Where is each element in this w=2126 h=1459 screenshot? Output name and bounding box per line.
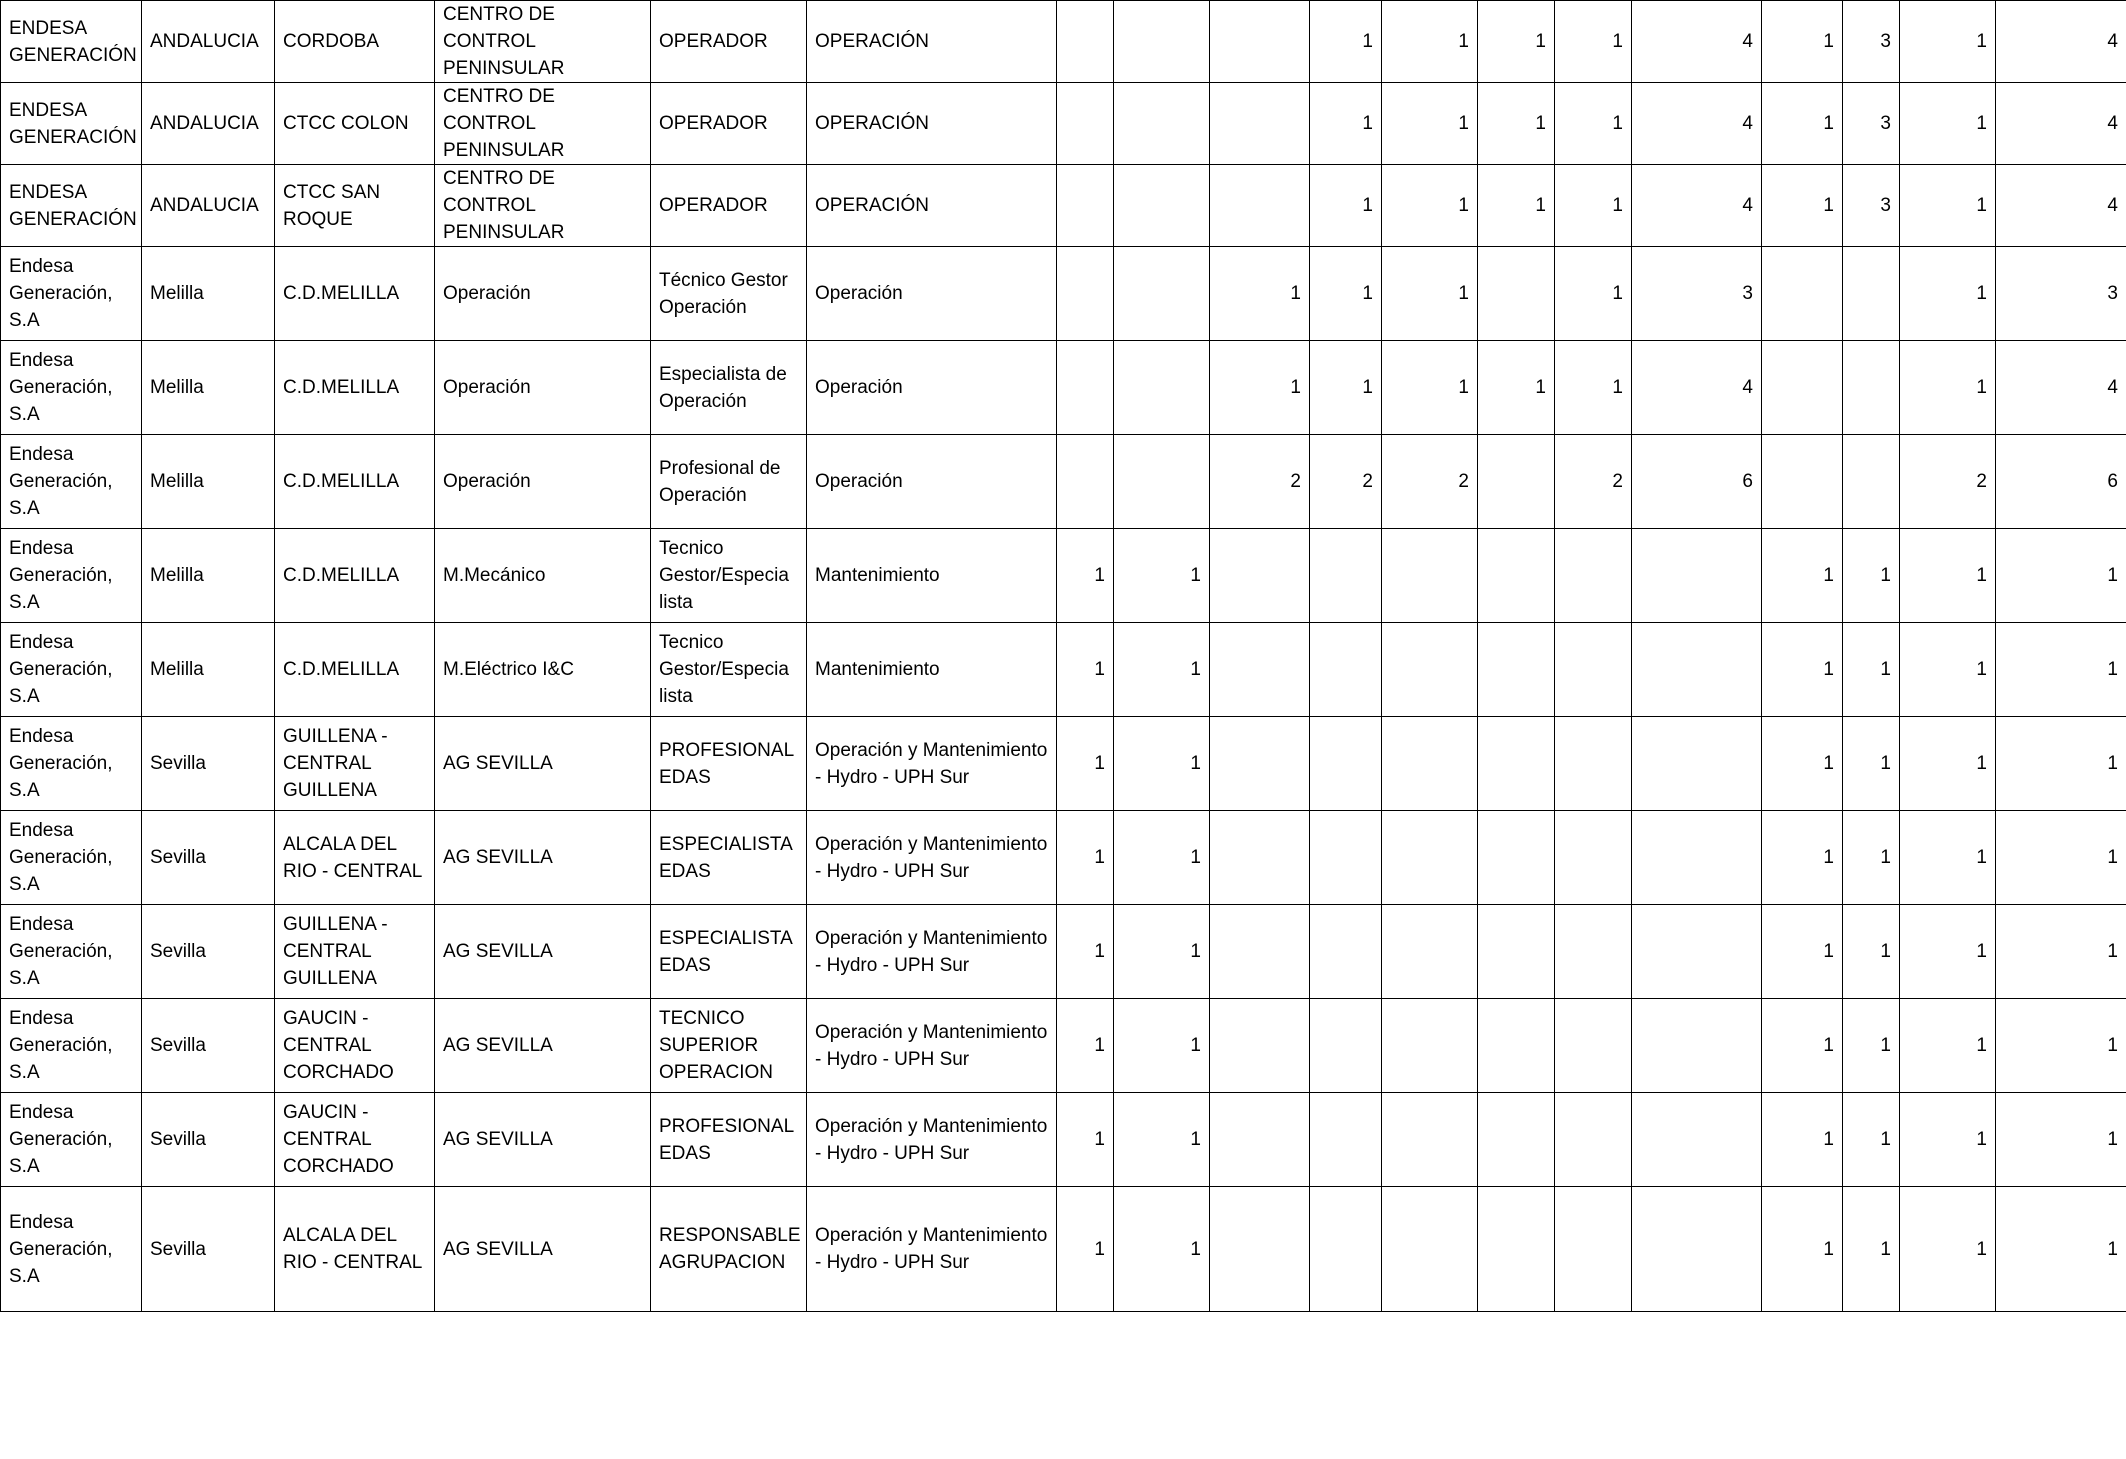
area-cell: Mantenimiento <box>807 529 1057 623</box>
count-cell-c4: 1 <box>1310 165 1382 247</box>
site-cell: GAUCIN - CENTRAL CORCHADO <box>275 999 435 1093</box>
table-row <box>1 623 2126 717</box>
total-cell: 6 <box>1996 435 2126 529</box>
count-cell-c5: 1 <box>1382 247 1478 341</box>
count-cell-c8 <box>1632 811 1762 905</box>
area-cell: Mantenimiento <box>807 623 1057 717</box>
table-row <box>1 717 2126 811</box>
total-cell: 1 <box>1996 529 2126 623</box>
area-cell: Operación <box>807 247 1057 341</box>
count-cell-c5 <box>1382 999 1478 1093</box>
count-cell-c2 <box>1114 435 1210 529</box>
table-row <box>1 811 2126 905</box>
count-cell-c3 <box>1210 1187 1310 1312</box>
count-cell-c8: 3 <box>1632 247 1762 341</box>
count-cell-c6 <box>1478 623 1555 717</box>
table-row <box>1 529 2126 623</box>
count-cell-c11: 1 <box>1900 999 1996 1093</box>
position-cell: Tecnico Gestor/Especia lista <box>651 623 807 717</box>
count-cell-c5 <box>1382 905 1478 999</box>
count-cell-c2: 1 <box>1114 529 1210 623</box>
count-cell-c2: 1 <box>1114 905 1210 999</box>
table-row <box>1 1093 2126 1187</box>
count-cell-c3: 1 <box>1210 247 1310 341</box>
count-cell-c10 <box>1843 247 1900 341</box>
count-cell-c2: 1 <box>1114 1093 1210 1187</box>
total-cell: 1 <box>1996 999 2126 1093</box>
area-cell: OPERACIÓN <box>807 1 1057 83</box>
company-cell: Endesa Generación, S.A <box>1 999 142 1093</box>
count-cell-c11: 1 <box>1900 1093 1996 1187</box>
count-cell-c4 <box>1310 999 1382 1093</box>
site-cell: C.D.MELILLA <box>275 247 435 341</box>
count-cell-c11: 1 <box>1900 1 1996 83</box>
total-cell: 1 <box>1996 811 2126 905</box>
area-cell: OPERACIÓN <box>807 83 1057 165</box>
unit-cell: CENTRO DE CONTROL PENINSULAR <box>435 83 651 165</box>
company-cell: Endesa Generación, S.A <box>1 1187 142 1312</box>
count-cell-c9: 1 <box>1762 529 1843 623</box>
count-cell-c7 <box>1555 529 1632 623</box>
site-cell: GUILLENA - CENTRAL GUILLENA <box>275 905 435 999</box>
count-cell-c3 <box>1210 83 1310 165</box>
unit-cell: AG SEVILLA <box>435 717 651 811</box>
company-cell: Endesa Generación, S.A <box>1 623 142 717</box>
count-cell-c10: 3 <box>1843 1 1900 83</box>
count-cell-c10: 3 <box>1843 165 1900 247</box>
count-cell-c1 <box>1057 165 1114 247</box>
count-cell-c11: 1 <box>1900 529 1996 623</box>
company-cell: Endesa Generación, S.A <box>1 1093 142 1187</box>
count-cell-c5: 1 <box>1382 1 1478 83</box>
count-cell-c6: 1 <box>1478 165 1555 247</box>
count-cell-c4 <box>1310 529 1382 623</box>
count-cell-c5 <box>1382 1187 1478 1312</box>
count-cell-c5: 1 <box>1382 83 1478 165</box>
count-cell-c8: 4 <box>1632 341 1762 435</box>
site-cell: GAUCIN - CENTRAL CORCHADO <box>275 1093 435 1187</box>
count-cell-c9: 1 <box>1762 83 1843 165</box>
position-cell: Especialista de Operación <box>651 341 807 435</box>
count-cell-c6 <box>1478 529 1555 623</box>
count-cell-c5 <box>1382 623 1478 717</box>
count-cell-c9 <box>1762 341 1843 435</box>
count-cell-c5: 1 <box>1382 165 1478 247</box>
area-cell: Operación y Mantenimiento - Hydro - UPH Sur <box>807 717 1057 811</box>
count-cell-c5 <box>1382 811 1478 905</box>
company-cell: Endesa Generación, S.A <box>1 811 142 905</box>
count-cell-c1: 1 <box>1057 1093 1114 1187</box>
count-cell-c2: 1 <box>1114 999 1210 1093</box>
position-cell: OPERADOR <box>651 165 807 247</box>
count-cell-c7 <box>1555 623 1632 717</box>
count-cell-c9: 1 <box>1762 1 1843 83</box>
count-cell-c7 <box>1555 717 1632 811</box>
company-cell: Endesa Generación, S.A <box>1 529 142 623</box>
region-cell: Sevilla <box>142 1187 275 1312</box>
count-cell-c3 <box>1210 623 1310 717</box>
count-cell-c4: 1 <box>1310 247 1382 341</box>
count-cell-c1 <box>1057 435 1114 529</box>
count-cell-c8 <box>1632 623 1762 717</box>
count-cell-c7: 1 <box>1555 83 1632 165</box>
count-cell-c6 <box>1478 999 1555 1093</box>
count-cell-c10: 1 <box>1843 623 1900 717</box>
count-cell-c4 <box>1310 1187 1382 1312</box>
count-cell-c3: 1 <box>1210 341 1310 435</box>
count-cell-c2 <box>1114 83 1210 165</box>
region-cell: Melilla <box>142 529 275 623</box>
count-cell-c9: 1 <box>1762 999 1843 1093</box>
company-cell: Endesa Generación, S.A <box>1 717 142 811</box>
count-cell-c3 <box>1210 529 1310 623</box>
count-cell-c11: 1 <box>1900 247 1996 341</box>
site-cell: ALCALA DEL RIO - CENTRAL <box>275 1187 435 1312</box>
count-cell-c10: 1 <box>1843 529 1900 623</box>
count-cell-c7 <box>1555 1093 1632 1187</box>
region-cell: Sevilla <box>142 1093 275 1187</box>
position-cell: RESPONSABLE AGRUPACION <box>651 1187 807 1312</box>
region-cell: ANDALUCIA <box>142 165 275 247</box>
table-row <box>1 1187 2126 1312</box>
count-cell-c3: 2 <box>1210 435 1310 529</box>
count-cell-c1: 1 <box>1057 623 1114 717</box>
table-row <box>1 247 2126 341</box>
count-cell-c9: 1 <box>1762 811 1843 905</box>
count-cell-c8: 4 <box>1632 1 1762 83</box>
count-cell-c10 <box>1843 435 1900 529</box>
count-cell-c2 <box>1114 165 1210 247</box>
count-cell-c6 <box>1478 435 1555 529</box>
table-row <box>1 341 2126 435</box>
site-cell: CORDOBA <box>275 1 435 83</box>
count-cell-c11: 1 <box>1900 1187 1996 1312</box>
position-cell: ESPECIALISTA EDAS <box>651 811 807 905</box>
count-cell-c1: 1 <box>1057 1187 1114 1312</box>
position-cell: Tecnico Gestor/Especia lista <box>651 529 807 623</box>
area-cell: Operación y Mantenimiento - Hydro - UPH Sur <box>807 905 1057 999</box>
count-cell-c2: 1 <box>1114 811 1210 905</box>
area-cell: Operación <box>807 435 1057 529</box>
total-cell: 3 <box>1996 247 2126 341</box>
count-cell-c7 <box>1555 1187 1632 1312</box>
table-row <box>1 905 2126 999</box>
total-cell: 1 <box>1996 905 2126 999</box>
site-cell: ALCALA DEL RIO - CENTRAL <box>275 811 435 905</box>
count-cell-c7 <box>1555 811 1632 905</box>
count-cell-c2: 1 <box>1114 623 1210 717</box>
region-cell: Melilla <box>142 247 275 341</box>
count-cell-c10: 1 <box>1843 905 1900 999</box>
company-cell: Endesa Generación, S.A <box>1 247 142 341</box>
count-cell-c7: 1 <box>1555 341 1632 435</box>
count-cell-c4 <box>1310 717 1382 811</box>
count-cell-c10: 1 <box>1843 999 1900 1093</box>
count-cell-c9: 1 <box>1762 623 1843 717</box>
site-cell: C.D.MELILLA <box>275 529 435 623</box>
count-cell-c9: 1 <box>1762 1093 1843 1187</box>
count-cell-c3 <box>1210 165 1310 247</box>
table-row <box>1 1 2126 83</box>
region-cell: Sevilla <box>142 999 275 1093</box>
count-cell-c4 <box>1310 905 1382 999</box>
count-cell-c4 <box>1310 1093 1382 1187</box>
total-cell: 1 <box>1996 1093 2126 1187</box>
count-cell-c10: 1 <box>1843 1187 1900 1312</box>
count-cell-c9: 1 <box>1762 1187 1843 1312</box>
unit-cell: CENTRO DE CONTROL PENINSULAR <box>435 165 651 247</box>
count-cell-c11: 1 <box>1900 905 1996 999</box>
region-cell: ANDALUCIA <box>142 1 275 83</box>
company-cell: Endesa Generación, S.A <box>1 341 142 435</box>
count-cell-c11: 2 <box>1900 435 1996 529</box>
count-cell-c2 <box>1114 247 1210 341</box>
unit-cell: CENTRO DE CONTROL PENINSULAR <box>435 1 651 83</box>
total-cell: 1 <box>1996 717 2126 811</box>
company-cell: Endesa Generación, S.A <box>1 435 142 529</box>
position-cell: OPERADOR <box>651 83 807 165</box>
count-cell-c1 <box>1057 83 1114 165</box>
count-cell-c4: 2 <box>1310 435 1382 529</box>
count-cell-c3 <box>1210 1 1310 83</box>
count-cell-c8 <box>1632 905 1762 999</box>
site-cell: CTCC COLON <box>275 83 435 165</box>
table-body <box>1 1 2126 1312</box>
count-cell-c3 <box>1210 905 1310 999</box>
site-cell: C.D.MELILLA <box>275 341 435 435</box>
area-cell: Operación y Mantenimiento - Hydro - UPH Sur <box>807 1187 1057 1312</box>
table-row <box>1 165 2126 247</box>
region-cell: Melilla <box>142 435 275 529</box>
site-cell: C.D.MELILLA <box>275 435 435 529</box>
count-cell-c9: 1 <box>1762 905 1843 999</box>
count-cell-c11: 1 <box>1900 341 1996 435</box>
count-cell-c2: 1 <box>1114 717 1210 811</box>
count-cell-c7: 1 <box>1555 247 1632 341</box>
count-cell-c7: 2 <box>1555 435 1632 529</box>
position-cell: PROFESIONAL EDAS <box>651 1093 807 1187</box>
count-cell-c10: 1 <box>1843 717 1900 811</box>
table-row <box>1 83 2126 165</box>
count-cell-c9: 1 <box>1762 165 1843 247</box>
count-cell-c6: 1 <box>1478 83 1555 165</box>
count-cell-c2 <box>1114 1 1210 83</box>
count-cell-c4: 1 <box>1310 1 1382 83</box>
count-cell-c8: 4 <box>1632 83 1762 165</box>
total-cell: 4 <box>1996 165 2126 247</box>
region-cell: Melilla <box>142 341 275 435</box>
site-cell: C.D.MELILLA <box>275 623 435 717</box>
total-cell: 4 <box>1996 341 2126 435</box>
unit-cell: AG SEVILLA <box>435 999 651 1093</box>
unit-cell: Operación <box>435 435 651 529</box>
count-cell-c8 <box>1632 717 1762 811</box>
unit-cell: M.Mecánico <box>435 529 651 623</box>
count-cell-c8: 4 <box>1632 165 1762 247</box>
unit-cell: AG SEVILLA <box>435 905 651 999</box>
count-cell-c4: 1 <box>1310 341 1382 435</box>
count-cell-c6: 1 <box>1478 1 1555 83</box>
count-cell-c6 <box>1478 247 1555 341</box>
company-cell: ENDESA GENERACIÓN <box>1 1 142 83</box>
unit-cell: AG SEVILLA <box>435 811 651 905</box>
count-cell-c5 <box>1382 529 1478 623</box>
count-cell-c2: 1 <box>1114 1187 1210 1312</box>
count-cell-c9: 1 <box>1762 717 1843 811</box>
count-cell-c3 <box>1210 1093 1310 1187</box>
count-cell-c1 <box>1057 247 1114 341</box>
count-cell-c3 <box>1210 811 1310 905</box>
unit-cell: Operación <box>435 341 651 435</box>
count-cell-c8 <box>1632 529 1762 623</box>
count-cell-c3 <box>1210 999 1310 1093</box>
count-cell-c5: 2 <box>1382 435 1478 529</box>
region-cell: ANDALUCIA <box>142 83 275 165</box>
count-cell-c10 <box>1843 341 1900 435</box>
site-cell: GUILLENA - CENTRAL GUILLENA <box>275 717 435 811</box>
count-cell-c11: 1 <box>1900 717 1996 811</box>
region-cell: Sevilla <box>142 717 275 811</box>
region-cell: Sevilla <box>142 811 275 905</box>
site-cell: CTCC SAN ROQUE <box>275 165 435 247</box>
count-cell-c10: 3 <box>1843 83 1900 165</box>
count-cell-c6 <box>1478 717 1555 811</box>
company-cell: ENDESA GENERACIÓN <box>1 165 142 247</box>
position-cell: OPERADOR <box>651 1 807 83</box>
count-cell-c9 <box>1762 435 1843 529</box>
count-cell-c4: 1 <box>1310 83 1382 165</box>
count-cell-c6 <box>1478 1187 1555 1312</box>
table-row <box>1 435 2126 529</box>
table-row <box>1 999 2126 1093</box>
region-cell: Melilla <box>142 623 275 717</box>
count-cell-c1: 1 <box>1057 811 1114 905</box>
total-cell: 4 <box>1996 83 2126 165</box>
count-cell-c11: 1 <box>1900 623 1996 717</box>
count-cell-c6 <box>1478 905 1555 999</box>
position-cell: PROFESIONAL EDAS <box>651 717 807 811</box>
count-cell-c6 <box>1478 811 1555 905</box>
position-cell: ESPECIALISTA EDAS <box>651 905 807 999</box>
position-cell: TECNICO SUPERIOR OPERACION <box>651 999 807 1093</box>
count-cell-c5 <box>1382 717 1478 811</box>
count-cell-c11: 1 <box>1900 165 1996 247</box>
count-cell-c1: 1 <box>1057 999 1114 1093</box>
unit-cell: M.Eléctrico I&C <box>435 623 651 717</box>
count-cell-c5 <box>1382 1093 1478 1187</box>
count-cell-c9 <box>1762 247 1843 341</box>
position-cell: Profesional de Operación <box>651 435 807 529</box>
company-cell: Endesa Generación, S.A <box>1 905 142 999</box>
count-cell-c7 <box>1555 905 1632 999</box>
total-cell: 4 <box>1996 1 2126 83</box>
count-cell-c7 <box>1555 999 1632 1093</box>
count-cell-c2 <box>1114 341 1210 435</box>
count-cell-c11: 1 <box>1900 83 1996 165</box>
unit-cell: Operación <box>435 247 651 341</box>
unit-cell: AG SEVILLA <box>435 1093 651 1187</box>
total-cell: 1 <box>1996 623 2126 717</box>
count-cell-c5: 1 <box>1382 341 1478 435</box>
unit-cell: AG SEVILLA <box>435 1187 651 1312</box>
count-cell-c1 <box>1057 1 1114 83</box>
count-cell-c11: 1 <box>1900 811 1996 905</box>
count-cell-c7: 1 <box>1555 1 1632 83</box>
area-cell: Operación y Mantenimiento - Hydro - UPH Sur <box>807 1093 1057 1187</box>
count-cell-c10: 1 <box>1843 1093 1900 1187</box>
position-cell: Técnico Gestor Operación <box>651 247 807 341</box>
count-cell-c1: 1 <box>1057 717 1114 811</box>
count-cell-c6 <box>1478 1093 1555 1187</box>
area-cell: Operación y Mantenimiento - Hydro - UPH Sur <box>807 811 1057 905</box>
count-cell-c1: 1 <box>1057 529 1114 623</box>
count-cell-c1: 1 <box>1057 905 1114 999</box>
count-cell-c4 <box>1310 623 1382 717</box>
count-cell-c1 <box>1057 341 1114 435</box>
count-cell-c8 <box>1632 1187 1762 1312</box>
count-cell-c8 <box>1632 1093 1762 1187</box>
area-cell: Operación <box>807 341 1057 435</box>
count-cell-c8: 6 <box>1632 435 1762 529</box>
total-cell: 1 <box>1996 1187 2126 1312</box>
count-cell-c4 <box>1310 811 1382 905</box>
area-cell: Operación y Mantenimiento - Hydro - UPH Sur <box>807 999 1057 1093</box>
count-cell-c10: 1 <box>1843 811 1900 905</box>
company-cell: ENDESA GENERACIÓN <box>1 83 142 165</box>
count-cell-c7: 1 <box>1555 165 1632 247</box>
area-cell: OPERACIÓN <box>807 165 1057 247</box>
count-cell-c8 <box>1632 999 1762 1093</box>
region-cell: Sevilla <box>142 905 275 999</box>
count-cell-c3 <box>1210 717 1310 811</box>
count-cell-c6: 1 <box>1478 341 1555 435</box>
